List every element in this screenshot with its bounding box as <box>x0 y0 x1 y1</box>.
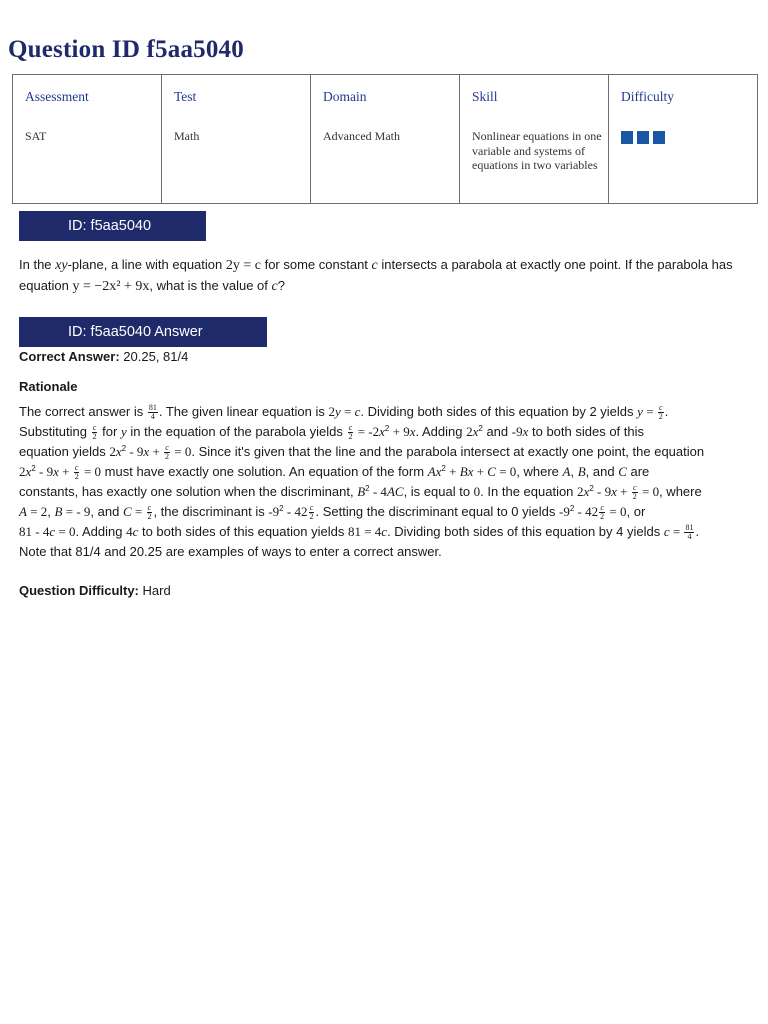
question-text-part: , what is the value of <box>149 277 272 293</box>
question-difficulty <box>19 583 171 598</box>
page-title: Question ID f5aa5040 <box>8 36 244 63</box>
skill-value: Nonlinear equations in one variable and systems of equations in two variables <box>472 129 602 172</box>
correct-answer <box>19 349 188 364</box>
question-id-banner: ID: f5aa5040 <box>19 211 206 241</box>
difficulty-bar <box>637 131 649 144</box>
rationale-heading: Rationale <box>19 379 78 394</box>
question-difficulty-label: Question Difficulty: <box>19 583 139 598</box>
assessment-value: SAT <box>25 129 47 143</box>
domain-value: Advanced Math <box>323 129 400 143</box>
test-cell <box>162 75 311 204</box>
skill-cell <box>460 75 609 204</box>
fraction: $\frac{c}{2}$ <box>165 443 170 462</box>
correct-answer-label: Correct Answer: <box>19 349 120 364</box>
assessment-header: Assessment <box>25 89 89 104</box>
math-line-equation: 2y = c <box>225 258 261 273</box>
rationale-line: $2x^2 - 9x$ + $\frac{c}{2}$ = 0 must have exactly one solution. An equation of the form $Ax^2 + Bx + C = 0$, where A, B, and C are <box>19 463 650 482</box>
rationale-text <box>19 402 749 562</box>
question-text-part: intersects a parabola at exactly one point. If the parabola has equation <box>19 257 733 293</box>
fraction: $\frac{c}{2}$ <box>147 503 152 522</box>
difficulty-cell <box>609 75 758 204</box>
skill-header: Skill <box>472 89 498 104</box>
math-c: c <box>371 258 378 273</box>
rationale-note: Note that 81/4 and 20.25 are examples of ways to enter a correct answer. <box>19 544 442 559</box>
difficulty-bar <box>621 131 633 144</box>
question-text-part: for some constant <box>260 257 372 272</box>
rationale-line: Substituting $\frac{c}{2}$ for y in the equation of the parabola yields $\frac{c}{2}$ = $-2x^2 + 9x$. Adding $2x^2$ and -9x to both sides of this <box>19 423 644 442</box>
question-text <box>19 255 749 296</box>
rationale-line: equation yields $2x^2 - 9x$ + $\frac{c}{2}$ = 0. Since it's given that the line and the parabola intersect at exactly one point, the equation <box>19 443 705 462</box>
correct-answer-value: 20.25, 81/4 <box>119 349 189 364</box>
math-xy: xy <box>55 258 68 273</box>
fraction: $\frac{c}{2}$ <box>658 403 663 422</box>
difficulty-header: Difficulty <box>621 89 674 104</box>
test-value: Math <box>174 129 200 143</box>
question-difficulty-value: Hard <box>138 583 171 598</box>
rationale-line: constants, has exactly one solution when the discriminant, $B^2 - 4AC$, is equal to 0. In the equation $2x^2 - 9x$ + $\frac{c}{2}$ = 0, where <box>19 483 702 502</box>
fraction: $\frac{c}{2}$ <box>309 503 314 522</box>
question-meta-table <box>12 74 758 204</box>
rationale-line: The correct answer is $\frac{81}{4}$ . The given linear equation is 2y = c. Dividing both sides of this equation by 2 yields y = $\frac{c}{2}$ . <box>19 403 669 422</box>
difficulty-indicator <box>621 131 745 144</box>
test-header: Test <box>174 89 197 104</box>
rationale-line: 81 - 4c = 0. Adding 4c to both sides of this equation yields 81 = 4c. Dividing both sides of this equation by 4 yields c = $\frac{81}{4}$ . <box>19 523 700 542</box>
question-text-part: In the <box>19 257 56 272</box>
domain-header: Domain <box>323 89 367 104</box>
fraction: $\frac{c}{2}$ <box>74 463 79 482</box>
fraction: $\frac{c}{2}$ <box>600 503 605 522</box>
fraction: $\frac{c}{2}$ <box>632 483 637 502</box>
math-parabola-equation: y = −2x² + 9x <box>72 278 150 294</box>
domain-cell <box>311 75 460 204</box>
math-c: c <box>271 278 278 294</box>
fraction: $\frac{81}{4}$ <box>148 403 157 422</box>
fraction: $\frac{81}{4}$ <box>685 523 694 542</box>
rationale-line: A = 2, B = - 9, and C = $\frac{c}{2}$ , the discriminant is $-9^2 - 42$ $\frac{c}{2}$ . Setting the discriminant equal to 0 yields $-9^2 - 42$ $\frac{c}{2}$ = 0, or <box>19 503 646 522</box>
difficulty-bar <box>653 131 665 144</box>
question-text-part: -plane, a line with equation <box>67 257 226 272</box>
fraction: $\frac{c}{2}$ <box>348 423 353 442</box>
answer-id-banner: ID: f5aa5040 Answer <box>19 317 267 347</box>
question-text-part: ? <box>277 277 285 293</box>
fraction: $\frac{c}{2}$ <box>92 423 97 442</box>
assessment-cell <box>13 75 162 204</box>
